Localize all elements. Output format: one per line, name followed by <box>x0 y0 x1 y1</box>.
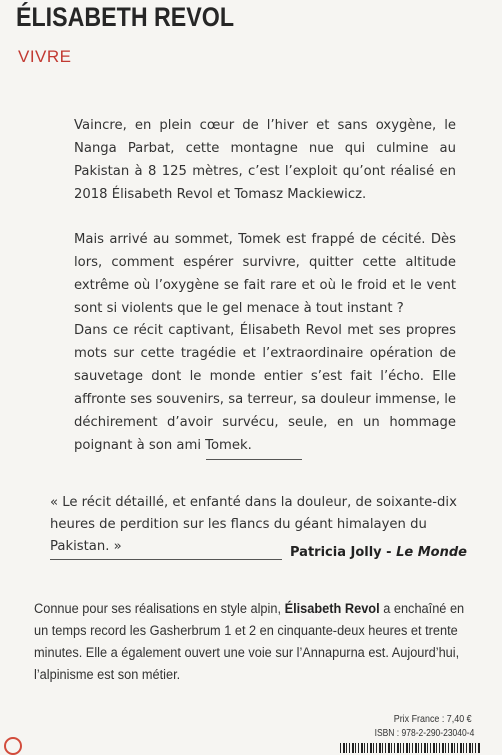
isbn-label: ISBN : 978-2-290-23040-4 <box>374 728 474 739</box>
bio-rest: a enchaîné en un temps record les Gasherbrum 1 et 2 en cinquante-deux heures et trente minutes. Elle a également ouvert une voie sur l’Annapurna est. Aujourd’hui, l’alpinisme est son métier. <box>34 601 465 683</box>
publication-name: Le Monde <box>396 545 467 560</box>
bio-author-name: Élisabeth Revol <box>284 601 380 617</box>
publisher-logo-icon <box>4 737 22 755</box>
price-label: Prix France : 7,40 € <box>394 713 472 725</box>
author-bio-text <box>34 598 473 686</box>
book-title: VIVRE <box>18 47 72 66</box>
review-attribution <box>290 545 467 560</box>
section-divider <box>206 459 302 460</box>
bio-lead: Connue pour ses réalisations en style alpin, <box>34 601 285 617</box>
summary-paragraph-3: Dans ce récit captivant, Élisabeth Revol met ses propres mots sur cette tragédie et l’extraordinaire opération de sauvetage dont le monde entier s’est fait l’écho. Elle affronte ses souvenirs, sa terreur, sa douleur immense, le déchirement d’avoir survécu, seule, en un hommage poignant à son ami Tomek. <box>74 323 456 453</box>
author-name: ÉLISABETH REVOL <box>16 2 235 32</box>
attribution-rule <box>50 559 282 560</box>
summary-paragraph-1: Vaincre, en plein cœur de l’hiver et sans oxygène, le Nanga Parbat, cette montagne nue qui culmine au Pakistan à 8 125 mètres, c’est l’exploit qu’ont réalisé en 2018 Élisabeth Revol et Tomasz Mackiewicz. <box>74 118 456 202</box>
summary-paragraph-2: Mais arrivé au sommet, Tomek est frappé de cécité. Dès lors, comment espérer survivre, quitter cette altitude extrême où l’oxygène se fait rare et où le froid et le vent sont si violents que le gel menace à tout instant ? <box>74 232 456 316</box>
author-bio <box>34 598 465 686</box>
attribution-separator: - <box>381 545 397 560</box>
barcode <box>340 743 480 753</box>
review-quote: « Le récit détaillé, et enfanté dans la douleur, de soixante-dix heures de perdition sur les flancs du géant himalayen du Pakistan. » <box>50 495 457 554</box>
critic-name: Patricia Jolly <box>290 545 382 560</box>
